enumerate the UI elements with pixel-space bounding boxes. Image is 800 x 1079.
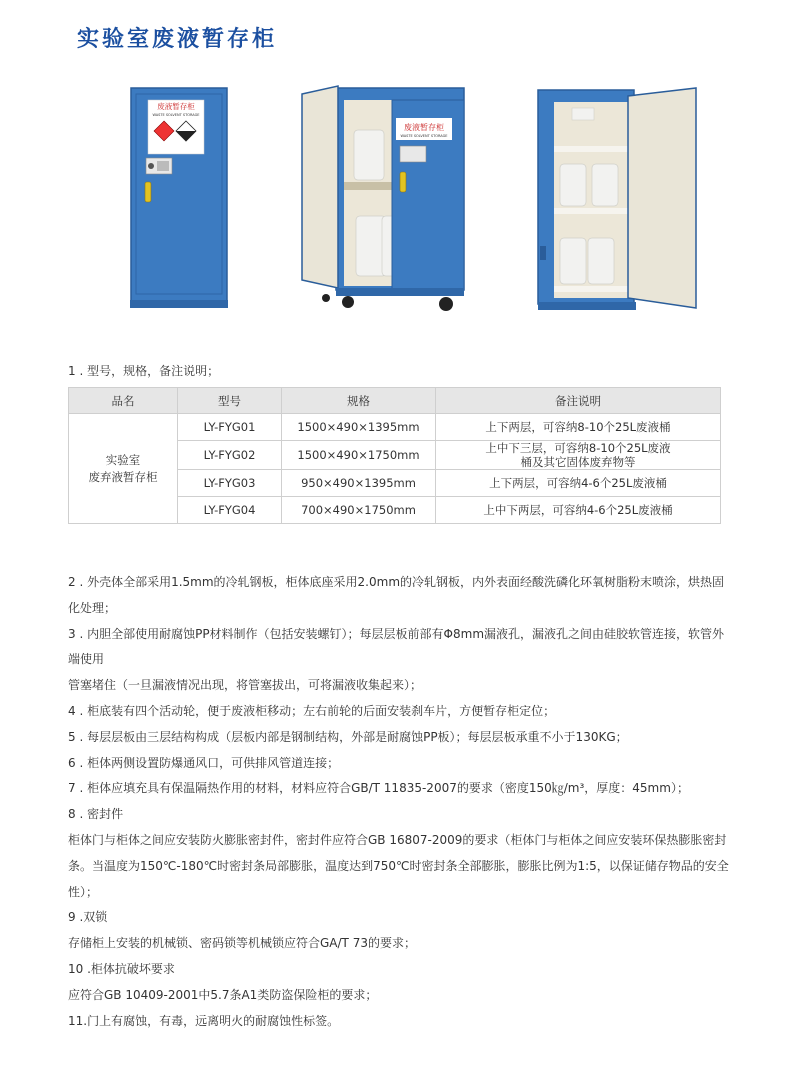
- cabinet-open-photo: [296, 84, 472, 314]
- paragraph-11: 11.门上有腐蚀，有毒，远离明火的耐腐蚀性标签。: [68, 1013, 340, 1028]
- product-photos: [0, 80, 800, 320]
- remark-cell: 上中下两层，可容纳4-6个25L废液桶: [436, 497, 721, 524]
- paragraph-10: 应符合GB 10409-2001中5.7条A1类防盗保险柜的要求；: [68, 987, 378, 1002]
- label-cn: 废液暂存柜: [404, 123, 444, 132]
- table-row: [69, 414, 721, 441]
- warning-label: [148, 100, 204, 154]
- paragraph-4: 4 . 柜底装有四个活动轮，便于废液柜移动；左右前轮的后面安装刹车片，方便暂存柜定位；: [68, 703, 556, 718]
- page-title: 实验室废液暂存柜: [77, 27, 278, 52]
- paragraph-10-heading: 10 .柜体抗破坏要求: [68, 961, 175, 976]
- header-product-name: 品名: [69, 388, 178, 414]
- size-cell: 950×490×1395mm: [282, 470, 436, 497]
- cabinet-shelves-photo: [536, 86, 698, 314]
- spec-table: [68, 387, 721, 524]
- caster-wheels-icon: [322, 294, 453, 311]
- remark-cell: 上下两层，可容纳4-6个25L废液桶: [436, 470, 721, 497]
- cabinet-closed-photo: [128, 86, 232, 312]
- model-cell: LY-FYG04: [178, 497, 282, 524]
- paragraph-6: 6 . 柜体两侧设置防爆通风口，可供排风管道连接；: [68, 755, 340, 770]
- size-cell: 1500×490×1395mm: [282, 414, 436, 441]
- label-cn: 废液暂存柜: [157, 102, 195, 111]
- remark-cell: 上下两层，可容纳8-10个25L废液桶: [436, 414, 721, 441]
- paragraph-3-cont: 管塞堵住（一旦漏液情况出现，将管塞拔出，可将漏液收集起来）；: [68, 678, 423, 693]
- door-handle-icon: [145, 182, 151, 202]
- specification-text: [68, 570, 733, 1034]
- remark-cell: 上中下三层，可容纳8-10个25L废液 桶及其它固体废弃物等: [436, 441, 721, 470]
- paragraph-9: 存储柜上安装的机械锁、密码锁等机械锁应符合GA/T 73的要求；: [68, 936, 416, 951]
- paragraph-7: 7 . 柜体应填充具有保温隔热作用的材料，材料应符合GB/T 11835-2007的要求（密度150㎏/m³，厚度：45mm）；: [68, 781, 689, 796]
- section-heading-model-spec: 1 . 型号，规格，备注说明；: [68, 364, 220, 378]
- paragraph-2: 2 . 外壳体全部采用1.5mm的冷轧钢板，柜体底座采用2.0mm的冷轧钢板，内外表面经酸洗磷化环氧树脂粉末喷涂，烘热固化处理；: [68, 575, 725, 615]
- combination-lock-icon: [400, 146, 426, 162]
- paragraph-9-heading: 9 .双锁: [68, 910, 108, 925]
- paragraph-8-heading: 8 . 密封件: [68, 807, 124, 822]
- left-door-open: [302, 86, 338, 288]
- door-handle-icon: [400, 172, 406, 192]
- paragraph-3: 3 . 内胆全部使用耐腐蚀PP材料制作（包括安装螺钉）；每层层板前部有Φ8mm漏液孔，漏液孔之间由硅胶软管连接，软管外端使用: [68, 626, 725, 667]
- size-cell: 700×490×1750mm: [282, 497, 436, 524]
- model-cell: LY-FYG03: [178, 470, 282, 497]
- model-cell: LY-FYG01: [178, 414, 282, 441]
- label-en: WASTE SOLVENT STORAGE: [152, 113, 200, 117]
- product-name-cell: 实验室 废弃液暂存柜: [69, 414, 178, 524]
- warning-label: [396, 118, 452, 140]
- label-en: WASTE SOLVENT STORAGE: [400, 134, 448, 138]
- combination-lock-icon: [146, 158, 172, 174]
- paragraph-5: 5 . 每层层板由三层结构构成（层板内部是钢制结构，外部是耐腐蚀PP板）；每层层板承重不小于130KG；: [68, 729, 628, 744]
- model-cell: LY-FYG02: [178, 441, 282, 470]
- table-header-row: [69, 388, 721, 414]
- header-size: 规格: [282, 388, 436, 414]
- size-cell: 1500×490×1750mm: [282, 441, 436, 470]
- paragraph-8: 柜体门与柜体之间应安装防火膨胀密封件，密封件应符合GB 16807-2009的要求（柜体门与柜体之间应安装环保热膨胀密封条。当温度为150℃-180℃时密封条局部膨胀，温度达到750℃时密封条全部膨胀，膨胀比例为1:5，以保证储存物品的安全性）；: [68, 832, 729, 899]
- header-remark: 备注说明: [436, 388, 721, 414]
- header-model: 型号: [178, 388, 282, 414]
- right-door-open: [628, 88, 696, 308]
